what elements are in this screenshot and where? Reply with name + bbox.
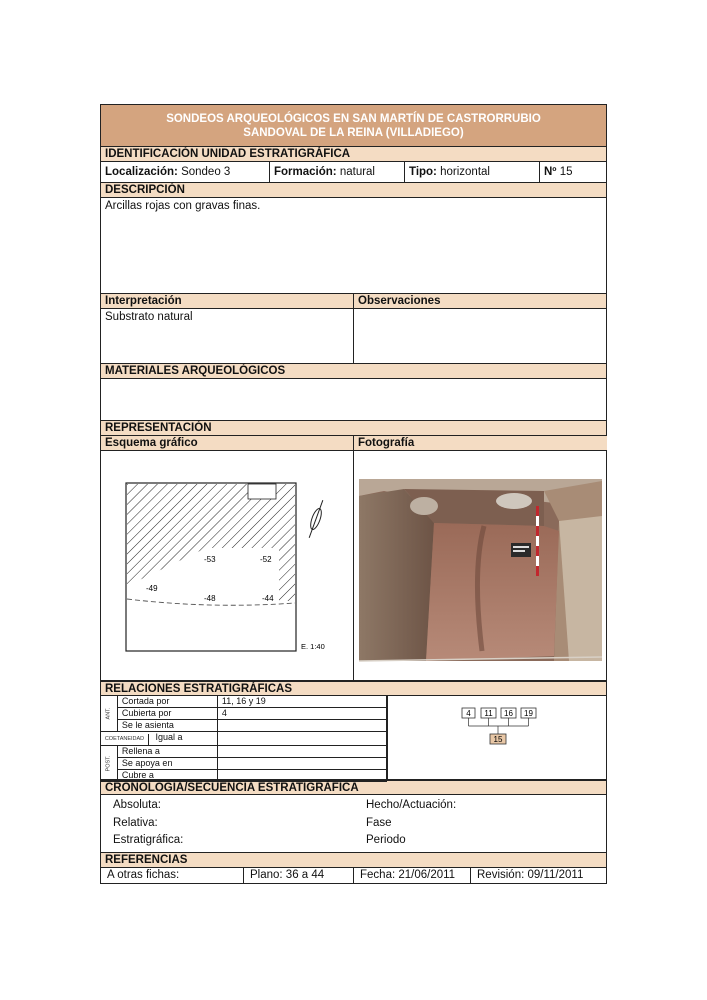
localizacion-label: Localización: <box>105 166 178 178</box>
relation-label: Cubre a <box>117 770 217 782</box>
relaciones-table <box>100 695 387 782</box>
interpretacion-row <box>101 294 606 364</box>
relation-label: Rellena a <box>117 746 217 758</box>
harris-matrix <box>388 696 606 780</box>
level-label: -53 <box>204 555 216 564</box>
section-identificacion: IDENTIFICACIÓN UNIDAD ESTRATIGRÁFICA <box>101 147 606 162</box>
esquema-drawing <box>101 451 353 679</box>
identificacion-row <box>101 162 606 183</box>
localizacion-value: Sondeo 3 <box>181 166 231 178</box>
relation-label: Cortada por <box>117 696 217 708</box>
relation-label: Igual a <box>155 732 183 742</box>
cronologia-left <box>101 795 354 852</box>
relation-value: 11, 16 y 19 <box>217 696 386 708</box>
periodo-label: Periodo <box>366 834 406 846</box>
matrix-node: 4 <box>466 709 471 718</box>
interpretacion-title: Interpretación <box>101 294 353 309</box>
matrix-node: 19 <box>524 709 533 718</box>
observaciones-text <box>354 309 606 313</box>
post-tag: POST. <box>105 755 112 772</box>
fotografia-col <box>354 436 607 680</box>
interpretacion-text: Substrato natural <box>105 311 193 323</box>
relation-value <box>217 758 386 770</box>
stratigraphic-unit-sheet <box>100 104 607 884</box>
fotografia-title: Fotografía <box>354 436 607 451</box>
sheet-header <box>101 105 606 147</box>
formacion-label: Formación: <box>274 166 337 178</box>
interpretacion-col <box>101 294 354 363</box>
relation-label: Cubierta por <box>117 708 217 720</box>
esquema-title: Esquema gráfico <box>101 436 353 451</box>
matrix-node-current: 15 <box>493 735 503 744</box>
section-relaciones: RELACIONES ESTRATIGRÁFICAS <box>101 681 606 696</box>
level-label: -49 <box>146 584 158 593</box>
observaciones-col <box>354 294 606 363</box>
level-label: -52 <box>260 555 272 564</box>
tipo-cell <box>405 162 540 182</box>
cronologia-row <box>101 795 606 853</box>
level-label: -48 <box>204 594 216 603</box>
coet-tag: COETANEIDAD <box>101 734 149 745</box>
fase-label: Fase <box>366 816 392 829</box>
coetaneidad-cell <box>101 732 218 746</box>
materiales-text <box>101 379 606 421</box>
localizacion-cell <box>101 162 270 182</box>
harris-matrix-col <box>388 696 606 779</box>
header-line-2: SANDOVAL DE LA REINA (VILLADIEGO) <box>243 127 464 139</box>
ant-tag-cell <box>101 696 118 732</box>
descripcion-text: Arcillas rojas con gravas finas. <box>101 198 606 294</box>
fecha-ref: Fecha: 21/06/2011 <box>354 868 471 883</box>
header-line-1: SONDEOS ARQUEOLÓGICOS EN SAN MARTÍN DE CASTRORRUBIO <box>166 113 541 125</box>
post-tag-cell <box>101 746 118 782</box>
representacion-row <box>101 436 606 681</box>
tipo-value: horizontal <box>440 166 490 178</box>
formacion-cell <box>270 162 405 182</box>
relation-value: 4 <box>217 708 386 720</box>
relativa-label: Relativa: <box>113 816 158 829</box>
section-cronologia: CRONOLOGIA/SECUENCIA ESTRATIGRÁFICA <box>101 780 606 795</box>
hecho-label: Hecho/Actuación: <box>366 799 457 811</box>
otras-fichas: A otras fichas: <box>101 868 244 883</box>
observaciones-title: Observaciones <box>354 294 606 309</box>
cronologia-right <box>354 795 606 852</box>
revision-ref: Revisión: 09/11/2011 <box>477 868 584 881</box>
excavation-photo <box>354 451 607 679</box>
plano-ref: Plano: 36 a 44 <box>244 868 354 883</box>
referencias-row <box>101 868 606 883</box>
section-descripcion: DESCRIPCIÓN <box>101 183 606 198</box>
matrix-node: 16 <box>504 709 513 718</box>
numero-cell <box>540 162 606 182</box>
section-materiales: MATERIALES ARQUEOLÓGICOS <box>101 364 606 379</box>
formacion-value: natural <box>339 166 375 178</box>
section-representacion: REPRESENTACIÓN <box>101 421 606 436</box>
numero-value: 15 <box>559 166 573 178</box>
relation-value <box>217 732 386 746</box>
ant-tag: ANT. <box>105 707 112 720</box>
relation-label: Se apoya en <box>117 758 217 770</box>
matrix-node: 11 <box>484 709 493 718</box>
relaciones-row <box>101 696 606 780</box>
level-label: -44 <box>262 594 274 603</box>
scale-label: E. 1:40 <box>301 642 325 651</box>
relation-label: Se le asienta <box>117 720 217 732</box>
section-referencias: REFERENCIAS <box>101 853 606 868</box>
estratigrafica-label: Estratigráfica: <box>113 834 184 846</box>
numero-label: Nº <box>544 166 557 178</box>
relation-value <box>217 746 386 758</box>
tipo-label: Tipo: <box>409 166 437 178</box>
esquema-col <box>101 436 354 680</box>
relation-value <box>217 770 386 782</box>
absoluta-label: Absoluta: <box>113 799 161 811</box>
relation-value <box>217 720 386 732</box>
relaciones-table-col <box>101 696 388 779</box>
